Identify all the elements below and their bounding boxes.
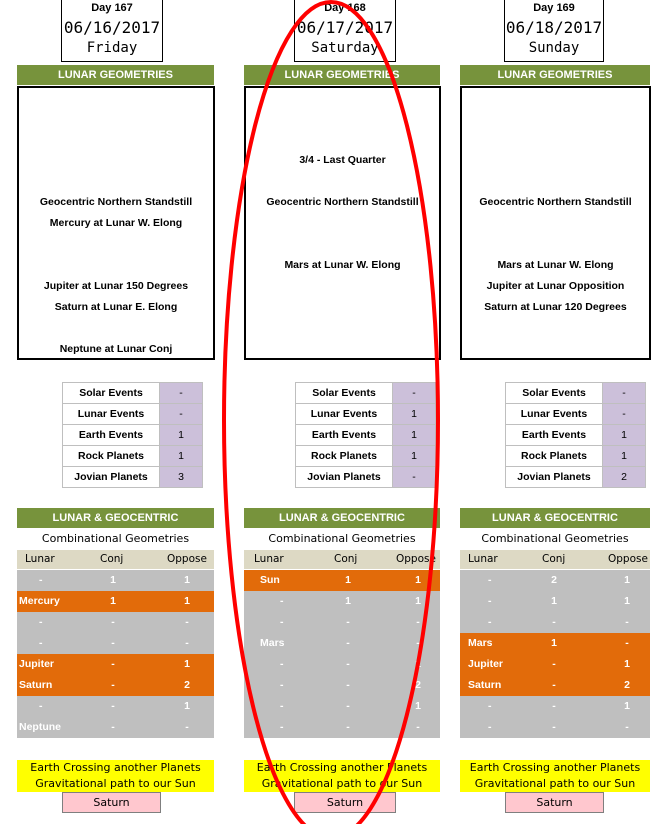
row-conj-count: - (111, 637, 115, 649)
header-oppose: Oppose (167, 553, 207, 565)
row-conj-count: - (346, 700, 350, 712)
event-count: - (603, 404, 646, 425)
row-body-name: Jupiter (468, 658, 504, 670)
row-conj-count: - (111, 721, 115, 733)
header-conj: Conj (542, 553, 566, 565)
earth-crossing-note (244, 760, 440, 792)
combination-row (17, 654, 214, 675)
combinational-geometries-subtitle: Combinational Geometries (481, 532, 629, 545)
row-oppose-count: 1 (184, 658, 190, 670)
row-body-name: - (488, 700, 492, 712)
row-oppose-count: 1 (415, 658, 421, 670)
row-body-name: - (39, 616, 43, 628)
row-conj-count: 1 (551, 595, 557, 607)
geometry-line: 3/4 - Last Quarter (299, 154, 386, 166)
event-count: - (393, 383, 436, 404)
row-oppose-count: 1 (624, 700, 630, 712)
lunar-geometries-header: LUNAR GEOMETRIES (244, 65, 440, 85)
event-count: - (160, 404, 203, 425)
earth-crossing-line1: Earth Crossing another Planets (30, 761, 201, 774)
event-row (63, 425, 203, 446)
header-lunar: Lunar (468, 553, 498, 565)
combination-row (244, 612, 440, 633)
combination-row (460, 675, 650, 696)
row-oppose-count: - (625, 721, 629, 733)
row-body-name: - (488, 595, 492, 607)
combination-row (460, 612, 650, 633)
row-conj-count: - (552, 658, 556, 670)
earth-crossing-line1: Earth Crossing another Planets (256, 761, 428, 774)
row-conj-count: 1 (551, 637, 557, 649)
combination-row (244, 570, 440, 591)
row-oppose-count: 1 (415, 574, 421, 586)
event-row (506, 383, 646, 404)
row-oppose-count: - (416, 637, 420, 649)
event-label: Earth Events (63, 425, 160, 446)
event-count: - (160, 383, 203, 404)
event-row (506, 404, 646, 425)
events-summary-table (62, 382, 203, 488)
row-oppose-count: 1 (624, 595, 630, 607)
row-conj-count: - (111, 616, 115, 628)
combination-table-header (460, 550, 650, 569)
row-conj-count: - (111, 658, 115, 670)
event-count: 2 (603, 467, 646, 488)
combination-row (17, 717, 214, 738)
header-conj: Conj (100, 553, 124, 565)
lunar-geometries-box (460, 86, 651, 360)
combination-table-header (244, 550, 440, 569)
row-body-name: Neptune (19, 721, 61, 733)
day-number: Day 169 (533, 2, 575, 14)
row-oppose-count: - (625, 637, 629, 649)
day-header (61, 0, 163, 62)
row-conj-count: - (552, 616, 556, 628)
event-row (296, 446, 436, 467)
row-body-name: Mars (260, 637, 285, 649)
lunar-geocentric-header: LUNAR & GEOCENTRIC (17, 508, 214, 528)
row-conj-count: 1 (110, 574, 116, 586)
day-weekday: Saturday (311, 40, 379, 56)
row-body-name: - (488, 574, 492, 586)
geometry-line: Saturn at Lunar E. Elong (54, 301, 178, 313)
day-number: Day 168 (324, 2, 366, 14)
earth-crossing-line2: Gravitational path to our Sun (261, 777, 423, 790)
combination-table-header (17, 550, 214, 569)
row-conj-count: - (552, 721, 556, 733)
row-body-name: - (280, 721, 284, 733)
row-conj-count: - (111, 679, 115, 691)
row-conj-count: - (552, 679, 556, 691)
earth-crossing-line1: Earth Crossing another Planets (469, 761, 641, 774)
geometry-line: Geocentric Northern Standstill (39, 196, 193, 208)
event-count: 3 (160, 467, 203, 488)
combination-row (244, 675, 440, 696)
geometry-line: Geocentric Northern Standstill (266, 196, 419, 208)
row-oppose-count: - (416, 616, 420, 628)
event-label: Earth Events (506, 425, 603, 446)
combination-row (244, 633, 440, 654)
event-row (296, 404, 436, 425)
event-label: Lunar Events (296, 404, 393, 425)
combination-row (17, 675, 214, 696)
event-count: - (603, 383, 646, 404)
row-conj-count: - (346, 637, 350, 649)
row-body-name: - (39, 637, 43, 649)
row-conj-count: 1 (345, 595, 351, 607)
event-row (63, 383, 203, 404)
crossing-planet-badge: Saturn (62, 792, 161, 813)
event-label: Lunar Events (63, 404, 160, 425)
header-lunar: Lunar (25, 553, 55, 565)
row-conj-count: 2 (551, 574, 557, 586)
combination-table (17, 570, 214, 738)
row-conj-count: - (346, 679, 350, 691)
row-conj-count: - (346, 721, 350, 733)
event-label: Solar Events (63, 383, 160, 404)
row-oppose-count: - (625, 616, 629, 628)
day-weekday: Friday (86, 40, 138, 56)
geometry-line: Mercury at Lunar W. Elong (49, 217, 183, 229)
row-body-name: Saturn (468, 679, 502, 691)
combination-row (460, 570, 650, 591)
row-body-name: - (280, 595, 284, 607)
geometry-line: Mars at Lunar W. Elong (497, 259, 614, 271)
row-body-name: - (280, 658, 284, 670)
event-row (63, 446, 203, 467)
day-number: Day 167 (91, 2, 133, 14)
row-oppose-count: 1 (184, 700, 190, 712)
event-count: 1 (603, 425, 646, 446)
event-row (506, 425, 646, 446)
geometry-line: Mars at Lunar W. Elong (284, 259, 401, 271)
row-conj-count: - (346, 658, 350, 670)
lunar-geometries-header: LUNAR GEOMETRIES (17, 65, 214, 85)
combination-row (244, 717, 440, 738)
combination-row (244, 591, 440, 612)
event-label: Lunar Events (506, 404, 603, 425)
row-oppose-count: - (185, 721, 189, 733)
day-header (294, 0, 396, 62)
combination-row (17, 612, 214, 633)
row-oppose-count: 1 (624, 658, 630, 670)
combination-row (17, 633, 214, 654)
geometry-line: Neptune at Lunar Conj (59, 343, 173, 355)
event-row (63, 467, 203, 488)
event-label: Earth Events (296, 425, 393, 446)
geometry-line: Jupiter at Lunar 150 Degrees (43, 280, 189, 292)
event-count: 1 (160, 446, 203, 467)
row-body-name: Saturn (19, 679, 53, 691)
day-date: 06/16/2017 (63, 18, 161, 37)
crossing-planet-badge: Saturn (505, 792, 604, 813)
event-label: Jovian Planets (506, 467, 603, 488)
event-row (506, 467, 646, 488)
row-body-name: - (488, 616, 492, 628)
combination-row (17, 591, 214, 612)
combinational-geometries-subtitle: Combinational Geometries (268, 532, 416, 545)
event-label: Solar Events (506, 383, 603, 404)
event-count: 1 (393, 425, 436, 446)
row-body-name: - (39, 700, 43, 712)
event-count: 1 (393, 446, 436, 467)
day-header (504, 0, 604, 62)
header-oppose: Oppose (396, 553, 436, 565)
row-body-name: Mercury (19, 595, 60, 607)
geometry-line: Geocentric Northern Standstill (479, 196, 632, 208)
event-row (296, 383, 436, 404)
earth-crossing-line2: Gravitational path to our Sun (35, 777, 196, 790)
row-body-name: Sun (260, 574, 280, 586)
lunar-geometries-box (17, 86, 215, 360)
row-conj-count: 1 (110, 595, 116, 607)
row-conj-count: - (346, 616, 350, 628)
row-body-name: - (488, 721, 492, 733)
combination-table (244, 570, 440, 738)
geometry-line: Saturn at Lunar 120 Degrees (484, 301, 627, 313)
geometry-line: Jupiter at Lunar Opposition (486, 280, 625, 292)
row-oppose-count: 1 (415, 595, 421, 607)
row-conj-count: - (552, 700, 556, 712)
row-body-name: Mars (468, 637, 493, 649)
event-row (506, 446, 646, 467)
event-row (296, 425, 436, 446)
row-conj-count: - (111, 700, 115, 712)
header-conj: Conj (334, 553, 358, 565)
row-oppose-count: 1 (184, 595, 190, 607)
row-oppose-count: 2 (184, 679, 190, 691)
lunar-geocentric-header: LUNAR & GEOCENTRIC (460, 508, 650, 528)
row-oppose-count: - (185, 637, 189, 649)
event-count: - (393, 467, 436, 488)
lunar-geometries-box (244, 86, 441, 360)
earth-crossing-note (17, 760, 214, 792)
row-body-name: - (280, 679, 284, 691)
earth-crossing-line2: Gravitational path to our Sun (474, 777, 636, 790)
combination-row (460, 633, 650, 654)
row-oppose-count: 1 (184, 574, 190, 586)
row-oppose-count: - (185, 616, 189, 628)
event-count: 1 (160, 425, 203, 446)
event-label: Jovian Planets (63, 467, 160, 488)
day-date: 06/18/2017 (505, 18, 603, 37)
event-label: Rock Planets (296, 446, 393, 467)
event-label: Solar Events (296, 383, 393, 404)
events-summary-table (505, 382, 646, 488)
combinational-geometries-subtitle: Combinational Geometries (41, 532, 190, 545)
combination-row (460, 654, 650, 675)
combination-row (244, 654, 440, 675)
row-oppose-count: - (416, 721, 420, 733)
day-date: 06/17/2017 (296, 18, 394, 37)
row-oppose-count: 2 (624, 679, 630, 691)
row-oppose-count: 1 (415, 700, 421, 712)
row-body-name: - (280, 700, 284, 712)
combination-row (460, 717, 650, 738)
events-summary-table (295, 382, 436, 488)
event-row (63, 404, 203, 425)
row-oppose-count: 2 (415, 679, 421, 691)
earth-crossing-note (460, 760, 650, 792)
combination-row (244, 696, 440, 717)
event-row (296, 467, 436, 488)
row-body-name: - (280, 616, 284, 628)
crossing-planet-badge: Saturn (294, 792, 396, 813)
combination-row (17, 570, 214, 591)
lunar-geocentric-header: LUNAR & GEOCENTRIC (244, 508, 440, 528)
event-label: Rock Planets (506, 446, 603, 467)
row-body-name: Jupiter (19, 658, 55, 670)
row-oppose-count: 1 (624, 574, 630, 586)
combination-row (460, 696, 650, 717)
combination-table (460, 570, 650, 738)
lunar-geometries-header: LUNAR GEOMETRIES (460, 65, 650, 85)
event-label: Rock Planets (63, 446, 160, 467)
event-count: 1 (393, 404, 436, 425)
combination-row (460, 591, 650, 612)
row-body-name: - (39, 574, 43, 586)
day-weekday: Sunday (528, 40, 580, 56)
header-oppose: Oppose (608, 553, 648, 565)
combination-row (17, 696, 214, 717)
row-conj-count: 1 (345, 574, 351, 586)
event-count: 1 (603, 446, 646, 467)
event-label: Jovian Planets (296, 467, 393, 488)
header-lunar: Lunar (254, 553, 284, 565)
